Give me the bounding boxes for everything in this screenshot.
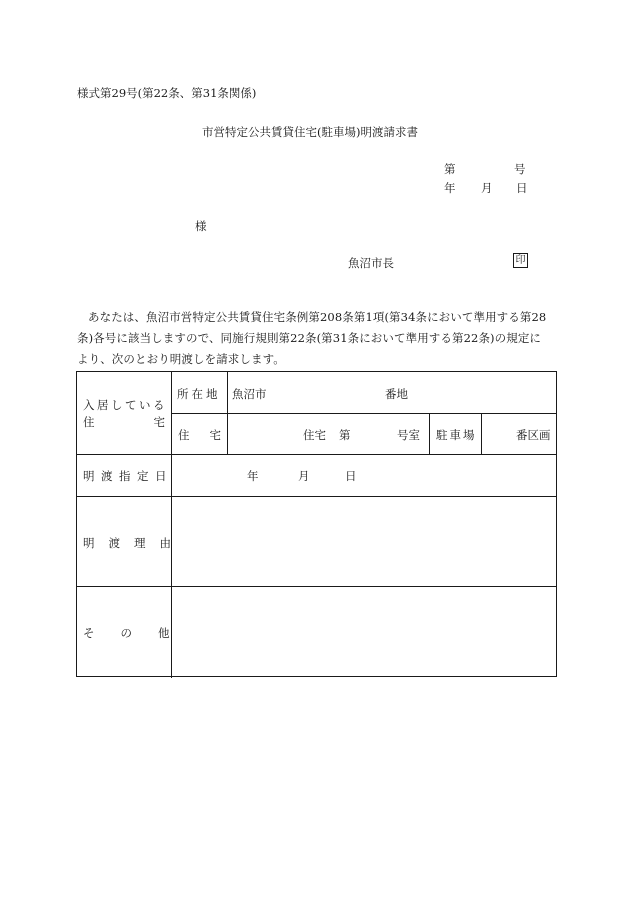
housing-number-prefix: 第 [339, 428, 351, 442]
housing-number-suffix: 号室 [397, 428, 420, 442]
reference-number-label: 第 [444, 162, 456, 176]
issue-date-month: 月 [481, 181, 493, 195]
eviction-reason-field[interactable] [228, 497, 557, 586]
residence-label-line1: 入居している [83, 398, 167, 412]
residence-label [83, 397, 165, 413]
eviction-date-label: 明渡指定日 [83, 469, 173, 483]
eviction-date-year: 年 [247, 469, 259, 483]
column-divider [481, 413, 482, 454]
column-divider [429, 413, 430, 454]
location-label: 所在地 [177, 387, 221, 401]
column-divider [227, 372, 228, 454]
issue-date-year: 年 [444, 181, 456, 195]
location-city: 魚沼市 [232, 387, 267, 401]
eviction-date-month: 月 [298, 469, 310, 483]
residence-label-line2: 住 宅 [83, 415, 165, 429]
parking-suffix: 番区画 [516, 428, 551, 442]
document-title: 市営特定公共賃貸住宅(駐車場)明渡請求書 [202, 125, 418, 139]
parking-label: 駐車場 [436, 428, 477, 442]
request-body-text: あなたは、魚沼市営特定公共賃貸住宅条例第208条第1項(第34条において準用する第28条)各号に該当しますので、同施行規則第22条(第31条において準用する第22条)の規定により、次のとおり明渡しを請求します。 [77, 310, 547, 366]
other-label: その他 [83, 626, 196, 640]
form-number: 様式第29号(第22条、第31条関係) [77, 86, 257, 100]
reference-number-suffix: 号 [514, 162, 526, 176]
housing-name: 住宅 [303, 428, 326, 442]
row-divider [171, 413, 557, 414]
eviction-date-day: 日 [345, 469, 357, 483]
housing-label: 住 宅 [178, 428, 221, 442]
location-suffix: 番地 [385, 387, 408, 401]
seal-mark: 印 [513, 253, 528, 268]
eviction-date-field[interactable] [228, 455, 557, 496]
eviction-reason-label: 明渡理由 [83, 536, 185, 550]
eviction-details-table [76, 371, 557, 677]
addressee-honorific: 様 [195, 219, 207, 233]
other-field[interactable] [228, 587, 557, 677]
issue-date-day: 日 [516, 181, 528, 195]
issuer-name: 魚沼市長 [348, 256, 394, 270]
